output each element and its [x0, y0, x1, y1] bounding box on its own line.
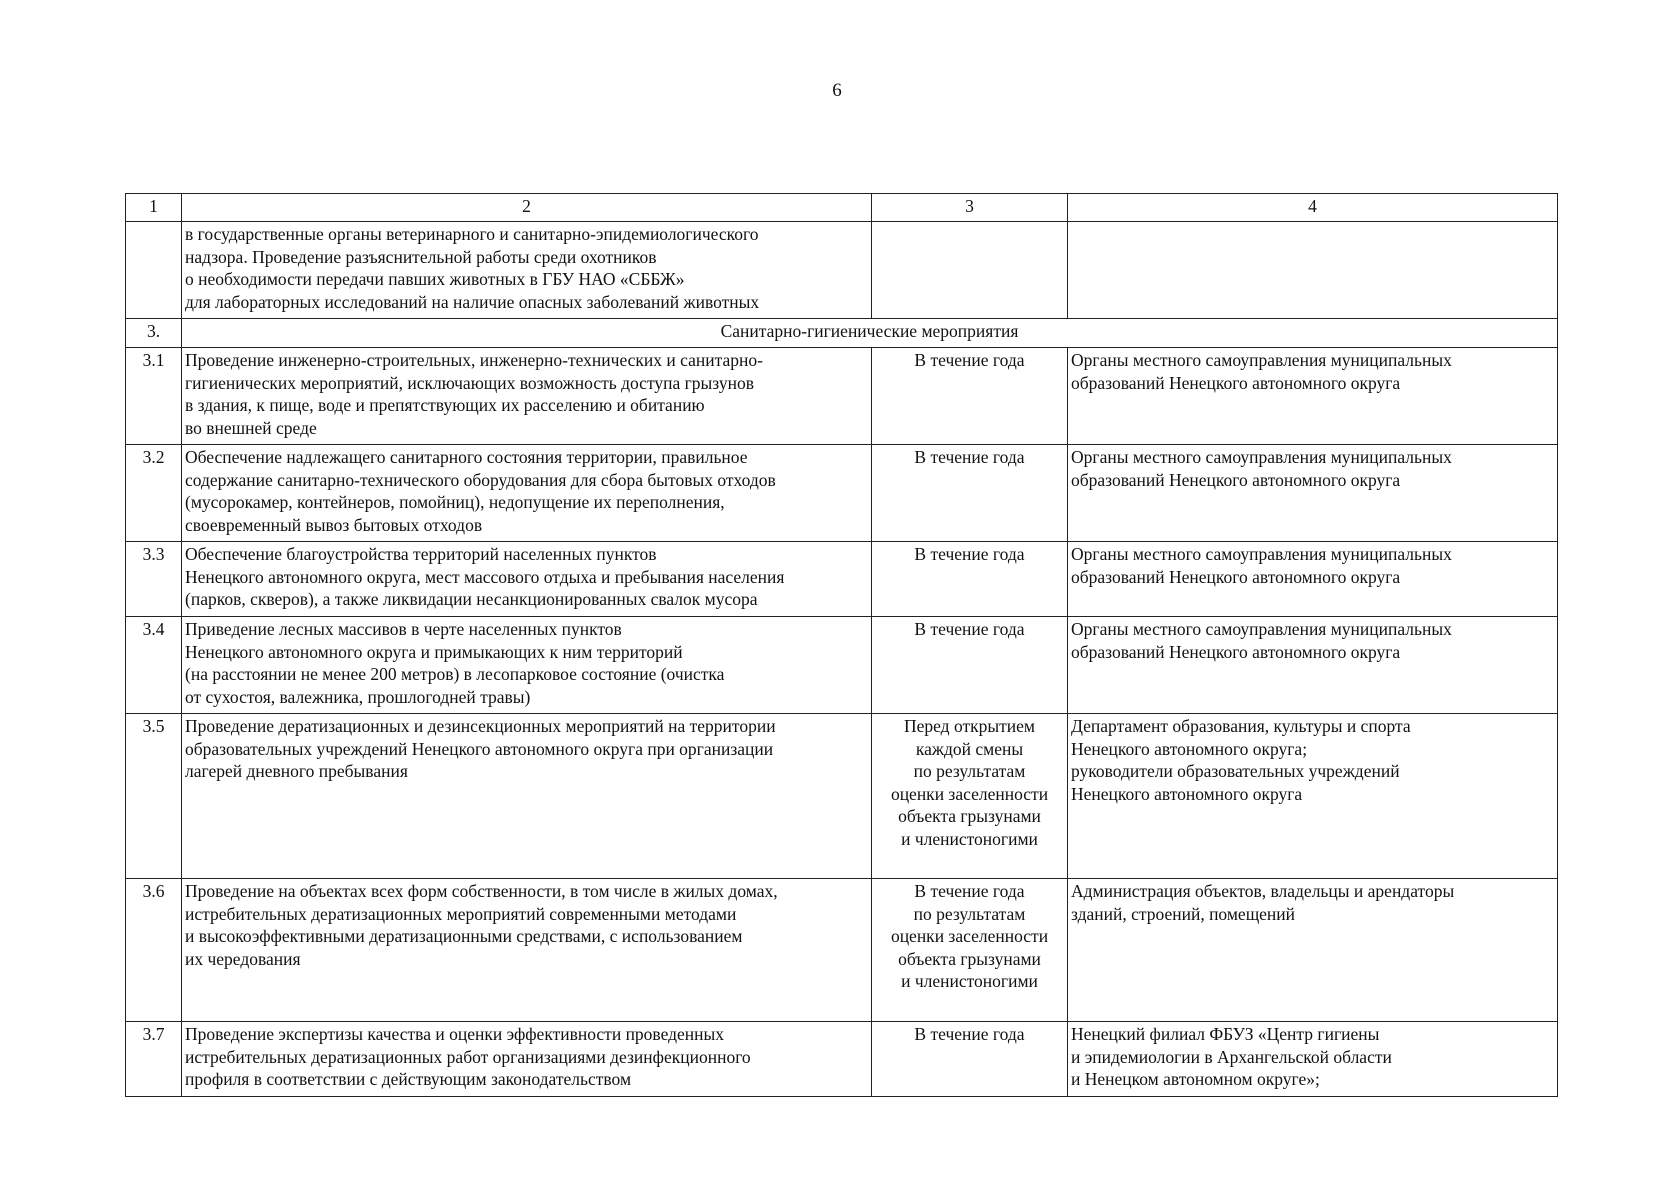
- section-title: Санитарно-гигиенические мероприятия: [182, 319, 1558, 348]
- row-responsible: Департамент образования, культуры и спорта Ненецкого автономного округа; руководители образовательных учреждений Ненецкого автономного округа: [1068, 714, 1558, 879]
- row-number: 3.2: [126, 445, 182, 542]
- row-term: В течение года: [872, 1022, 1068, 1097]
- row-number: 3.3: [126, 542, 182, 617]
- page-number: 6: [832, 80, 842, 101]
- row-activity: Обеспечение надлежащего санитарного состояния территории, правильное содержание санитарно-технического оборудования для сбора бытовых отходов (мусорокамер, контейнеров, помойниц), недопущение их переполнения, своевременный вывоз бытовых отходов: [182, 445, 872, 542]
- row-responsible: Администрация объектов, владельцы и арендаторы зданий, строений, помещений: [1068, 879, 1558, 1022]
- continuation-activity: в государственные органы ветеринарного и санитарно-эпидемиологического надзора. Проведение разъяснительной работы среди охотников о необходимости передачи павших животных в ГБУ НАО «СББЖ» для лабораторных исследований на наличие опасных заболеваний животных: [182, 222, 872, 319]
- row-term: Перед открытием каждой смены по результатам оценки заселенности объекта грызунами и членистоногими: [872, 714, 1068, 879]
- row-term: В течение года: [872, 617, 1068, 714]
- row-responsible: Ненецкий филиал ФБУЗ «Центр гигиены и эпидемиологии в Архангельской области и Ненецком автономном округе»;: [1068, 1022, 1558, 1097]
- table-row: [126, 714, 1558, 879]
- row-number: 3.4: [126, 617, 182, 714]
- row-activity: Проведение дератизационных и дезинсекционных мероприятий на территории образовательных учреждений Ненецкого автономного округа при организации лагерей дневного пребывания: [182, 714, 872, 879]
- header-col-3: 3: [872, 194, 1068, 222]
- header-col-2: 2: [182, 194, 872, 222]
- row-term: В течение года по результатам оценки заселенности объекта грызунами и членистоногими: [872, 879, 1068, 1022]
- row-activity: Проведение на объектах всех форм собственности, в том числе в жилых домах, истребительных дератизационных мероприятий современными методами и высокоэффективными дератизационными средствами, с использованием их чередования: [182, 879, 872, 1022]
- table-row: [126, 617, 1558, 714]
- row-number: 3.5: [126, 714, 182, 879]
- row-activity: Обеспечение благоустройства территорий населенных пунктов Ненецкого автономного округа, мест массового отдыха и пребывания населения (парков, скверов), а также ликвидации несанкционированных свалок мусора: [182, 542, 872, 617]
- row-activity: Проведение экспертизы качества и оценки эффективности проведенных истребительных дератизационных работ организациями дезинфекционного профиля в соответствии с действующим законодательством: [182, 1022, 872, 1097]
- table-header-row: [126, 194, 1558, 222]
- measures-table: [125, 193, 1558, 1097]
- row-number: 3.6: [126, 879, 182, 1022]
- table-row: [126, 445, 1558, 542]
- section-row: [126, 319, 1558, 348]
- table-row: [126, 1022, 1558, 1097]
- row-responsible: Органы местного самоуправления муниципальных образований Ненецкого автономного округа: [1068, 445, 1558, 542]
- row-number: 3.1: [126, 348, 182, 445]
- continuation-num: [126, 222, 182, 319]
- row-term: В течение года: [872, 542, 1068, 617]
- table-row: [126, 542, 1558, 617]
- section-number: 3.: [126, 319, 182, 348]
- row-responsible: Органы местного самоуправления муниципальных образований Ненецкого автономного округа: [1068, 348, 1558, 445]
- continuation-row: [126, 222, 1558, 319]
- table-row: [126, 879, 1558, 1022]
- row-responsible: Органы местного самоуправления муниципальных образований Ненецкого автономного округа: [1068, 617, 1558, 714]
- row-number: 3.7: [126, 1022, 182, 1097]
- row-activity: Приведение лесных массивов в черте населенных пунктов Ненецкого автономного округа и примыкающих к ним территорий (на расстоянии не менее 200 метров) в лесопарковое состояние (очистка от сухостоя, валежника, прошлогодней травы): [182, 617, 872, 714]
- row-responsible: Органы местного самоуправления муниципальных образований Ненецкого автономного округа: [1068, 542, 1558, 617]
- row-activity: Проведение инженерно-строительных, инженерно-технических и санитарно- гигиенических мероприятий, исключающих возможность доступа грызунов в здания, к пище, воде и препятствующих их расселению и обитанию во внешней среде: [182, 348, 872, 445]
- continuation-term: [872, 222, 1068, 319]
- header-col-4: 4: [1068, 194, 1558, 222]
- table-row: [126, 348, 1558, 445]
- header-col-1: 1: [126, 194, 182, 222]
- row-term: В течение года: [872, 348, 1068, 445]
- continuation-responsible: [1068, 222, 1558, 319]
- row-term: В течение года: [872, 445, 1068, 542]
